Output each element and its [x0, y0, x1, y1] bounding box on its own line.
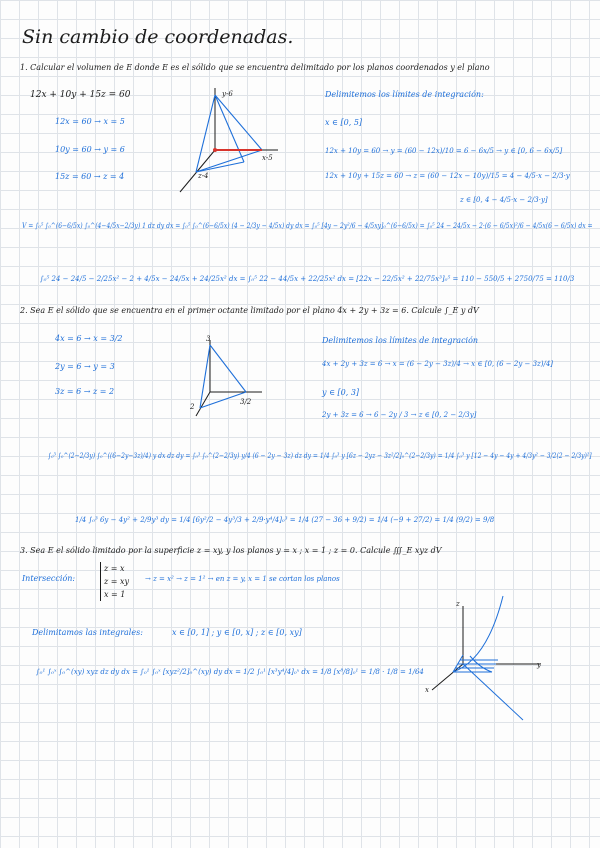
p3-system-eq-1: z = x	[104, 564, 125, 573]
p3-fig-label-z: z	[456, 600, 460, 608]
p1-limit-y: 12x + 10y = 60 → y = (60 − 12x)/10 = 6 − 6x/5 → y ∈ [0, 6 − 6x/5]	[325, 147, 563, 155]
p3-intersection-label: Intersección:	[22, 574, 76, 583]
p2-limit-z: 2y + 3z = 6 → 6 − 2y / 3 → z ∈ [0, 2 − 2/3y]	[322, 411, 477, 419]
p1-integral-2: ∫₀⁵ 24 − 24/5 − 2/25x² − 2 + 4/5x − 24/5x + 24/25x² dx = ∫₀⁵ 22 − 44/5x + 22/25x² dx = [22x − 22/5x² + 22/75x³]₀⁵ = 110 − 550/5 + 2750/75 = 110/3	[40, 275, 575, 283]
p3-system-eq-3: x = 1	[104, 590, 126, 599]
p1-integral-1: V = ∫₀⁵ ∫₀^(6−6/5x) ∫₀^(4−4/5x−2/3y) 1 dz dy dx = ∫₀⁵ ∫₀^(6−6/5x) (4 − 2/3y − 4/5x) dy dx = ∫₀⁵ [4y − 2y²/6 − 4/5xy]₀^(6−6/5x) = ∫₀⁵ 24 − 24/5x − 2·(6 − 6/5x)²/6 − 4/5x(6 − 6/5x) dx =	[22, 222, 593, 230]
problem-1-plane: 12x + 10y + 15z = 60	[30, 90, 131, 100]
p3-limits-label: Delimitamos las integrales:	[32, 628, 143, 637]
problem-2-statement: 2. Sea E el sólido que se encuentra en el primer octante limitado por el plano 4x + 2y + 3z = 6. Calcule ∫_E y dV	[20, 306, 479, 315]
p1-limit-z-range: z ∈ [0, 4 − 4/5·x − 2/3·y]	[460, 196, 548, 204]
p3-intersection-result: → z = x² → z = 1² → en z = y, x = 1 se cortan los planos	[145, 575, 340, 583]
p2-limit-x: 4x + 2y + 3z = 6 → x = (6 − 2y − 3z)/4 → x ∈ [0, (6 − 2y − 3z)/4]	[322, 360, 554, 368]
p3-limits: x ∈ [0, 1] ; y ∈ [0, x] ; z ∈ [0, xy]	[172, 628, 302, 637]
p1-fig-label-z: z-4	[198, 172, 209, 180]
p2-integral-1: ∫₀³ ∫₀^(2−2/3y) ∫₀^((6−2y−3z)/4) y dx dz dy = ∫₀³ ∫₀^(2−2/3y) y/4 (6 − 2y − 3z) dz dy = 1/4 ∫₀³ y [6z − 2yz − 3z²/2]₀^(2−2/3y) = 1/4 ∫₀³ y [12 − 4y − 4y + 4/3y² − 3/2(2 − 2/3y)²]	[48, 452, 592, 460]
p3-fig-label-x: x	[425, 686, 429, 694]
p3-integral: ∫₀¹ ∫₀ˣ ∫₀^(xy) xyz dz dy dx = ∫₀¹ ∫₀ˣ [xyz²/2]₀^(xy) dy dx = 1/2 ∫₀¹ [x³y⁴/4]₀ˣ dx = 1/8 [x⁸/8]₀¹ = 1/8 · 1/8 = 1/64	[36, 668, 424, 676]
p2-integral-2: 1/4 ∫₀³ 6y − 4y² + 2/9y³ dy = 1/4 [6y²/2 − 4y³/3 + 2/9·y⁴/4]₀³ = 1/4 (27 − 36 + 9/2) = 1/4 (−9 + 27/2) = 1/4 (9/2) = 9/8	[75, 516, 495, 524]
p1-limits-title: Delimitemos los límites de integración:	[325, 90, 484, 99]
p1-limit-z: 12x + 10y + 15z = 60 → z = (60 − 12x − 10y)/15 = 4 − 4/5·x − 2/3·y	[325, 172, 570, 180]
p1-fig-label-x: x-5	[262, 154, 273, 162]
p2-fig-label-x: 3/2	[240, 398, 252, 406]
problem-1-statement: 1. Calcular el volumen de E donde E es el sólido que se encuentra delimitado por los planos coordenados y el plano	[20, 63, 490, 72]
p3-system-eq-2: z = xy	[104, 577, 130, 586]
page-title: Sin cambio de coordenadas.	[22, 26, 294, 48]
p2-limit-y: y ∈ [0, 3]	[322, 388, 360, 397]
p2-intercept-z: 3z = 6 → z = 2	[55, 387, 115, 396]
p2-intercept-y: 2y = 6 → y = 3	[55, 362, 115, 371]
problem-3-statement: 3. Sea E el sólido limitado por la superficie z = xy, y los planos y = x ; x = 1 ; z = 0. Calcule ∭_E xyz dV	[20, 546, 442, 555]
p1-intercept-x: 12x = 60 → x = 5	[55, 117, 125, 126]
p2-limits-title: Delimitemos los límites de integración	[322, 336, 479, 345]
p2-fig-label-y: 3	[206, 335, 211, 343]
p2-fig-label-z: 2	[190, 403, 195, 411]
p2-intercept-x: 4x = 6 → x = 3/2	[55, 334, 123, 343]
p1-fig-label-y: y-6	[222, 90, 233, 98]
p1-intercept-y: 10y = 60 → y = 6	[55, 145, 125, 154]
p3-fig-label-y: y	[537, 661, 541, 669]
p1-intercept-z: 15z = 60 → z = 4	[55, 172, 125, 181]
p1-limit-x: x ∈ [0, 5]	[325, 118, 363, 127]
